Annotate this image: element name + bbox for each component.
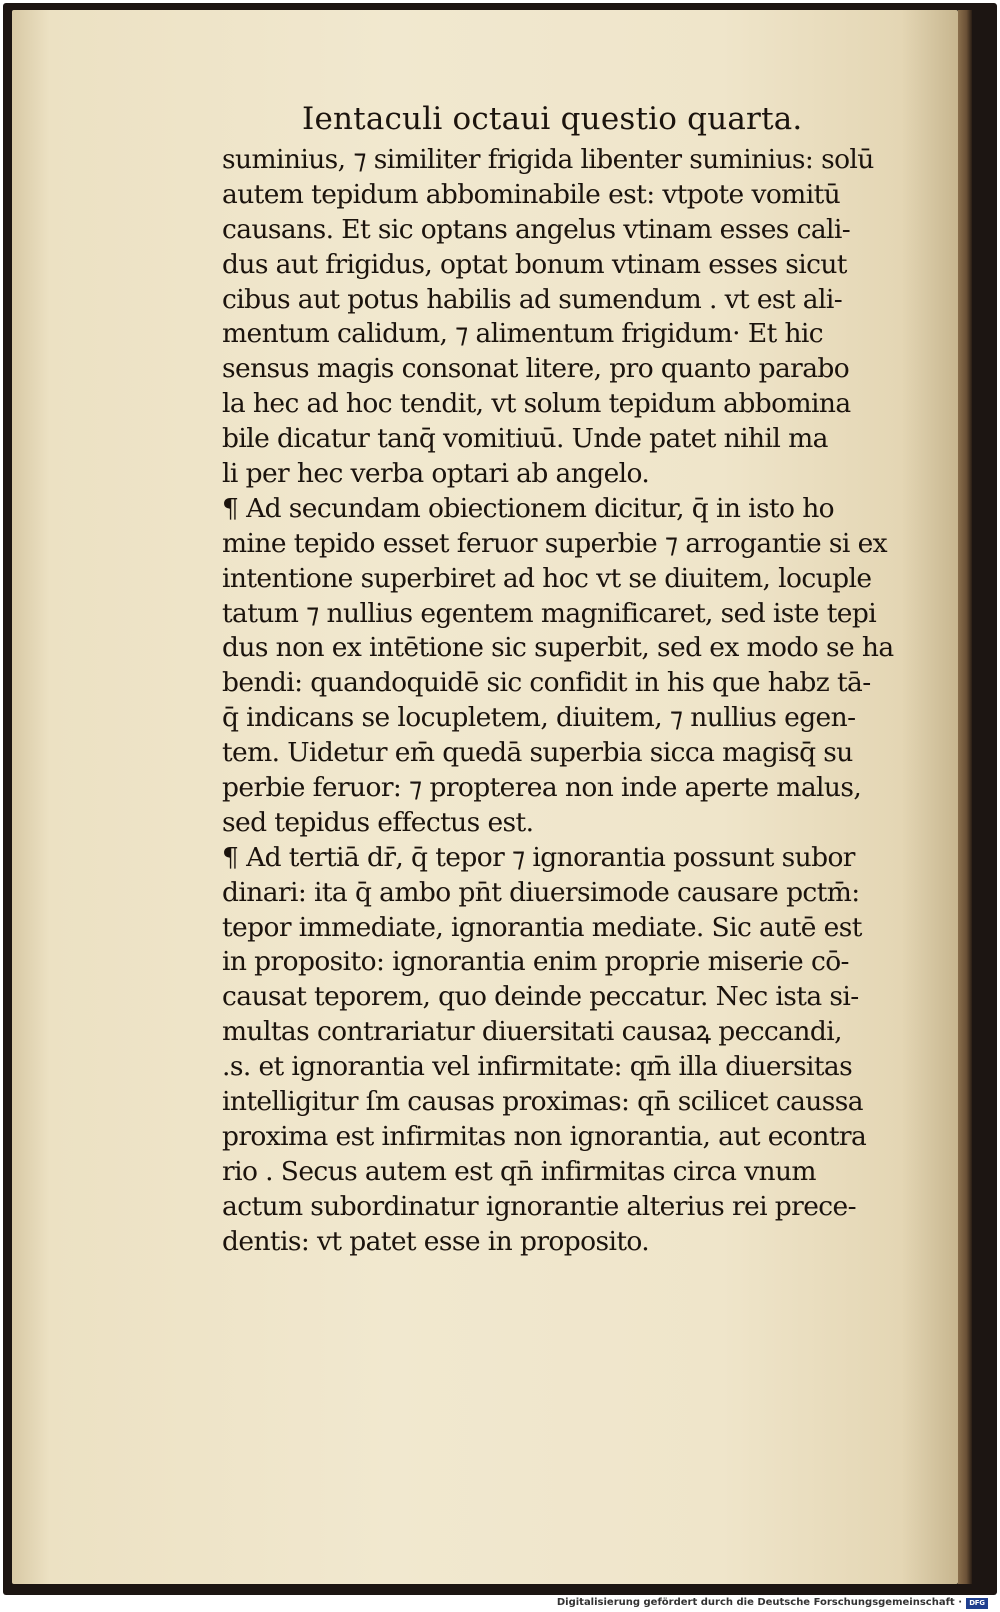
text-line: dus aut frigidus, optat bonum vtinam esses sicut (222, 248, 847, 280)
text-line: multas contrariatur diuersitati causaꝝ peccandi, (222, 1016, 842, 1048)
text-line: sensus magis consonat litere, pro quanto parabo (222, 353, 850, 385)
page-heading: Ientaculi octaui questio quarta. (302, 101, 803, 137)
text-line: actum subordinatur ignorantie alterius rei prece- (222, 1190, 856, 1222)
text-line: tem. Uidetur em̄ quedā superbia sicca magisq̄ su (222, 737, 853, 769)
text-line: perbie feruor: ⁊ propterea non inde aperte malus, (222, 772, 862, 804)
text-line: ¶ Ad tertiā dr̄, q̄ tepor ⁊ ignorantia possunt subor (222, 841, 855, 873)
text-line: sed tepidus effectus est. (222, 806, 534, 838)
text-line: la hec ad hoc tendit, vt solum tepidum abbomina (222, 388, 851, 420)
text-line: ¶ Ad secundam obiectionem dicitur, q̄ in isto ho (222, 492, 835, 524)
text-line: intentione superbiret ad hoc vt se diuitem, locuple (222, 562, 872, 594)
text-line: autem tepidum abbominabile est: vtpote vomitū (222, 178, 841, 210)
text-line: li per hec verba optari ab angelo. (222, 458, 650, 490)
text-line: in proposito: ignorantia enim proprie miserie cō- (222, 946, 849, 978)
text-lines (222, 143, 922, 1260)
text-line: tatum ⁊ nullius egentem magnificaret, sed iste tepi (222, 597, 877, 629)
text-line: bile dicatur tanq̄ vomitiuū. Unde patet nihil ma (222, 423, 828, 455)
text-line: .s. et ignorantia vel infirmitate: qm̄ illa diuersitas (222, 1051, 853, 1083)
text-line: bendi: quandoquidē sic confidit in his que habz tā- (222, 667, 871, 699)
text-line: proxima est infirmitas non ignorantia, aut econtra (222, 1120, 867, 1152)
text-line: rio . Secus autem est qn̄ infirmitas circa vnum (222, 1155, 816, 1187)
text-line: dinari: ita q̄ ambo pn̄t diuersimode causare pctm̄: (222, 876, 860, 908)
text-line: dus non ex intētione sic superbit, sed ex modo se ha (222, 632, 894, 664)
text-line: q̄ indicans se locupletem, diuitem, ⁊ nullius egen- (222, 702, 856, 734)
footer (557, 1596, 988, 1610)
page-edge (958, 10, 972, 1584)
text-line: tepor immediate, ignorantia mediate. Sic autē est (222, 911, 862, 943)
text-line: cibus aut potus habilis ad sumendum . vt est ali- (222, 283, 843, 315)
dfg-logo-icon: DFG (966, 1598, 988, 1609)
text-line: causat teporem, quo deinde peccatur. Nec ista si- (222, 981, 859, 1013)
text-block (222, 95, 922, 1260)
text-line: intelligitur ſm causas proximas: qn̄ scilicet caussa (222, 1086, 863, 1118)
text-line: mine tepido esset feruor superbie ⁊ arrogantie si ex (222, 527, 887, 559)
text-line: dentis: vt patet esse in proposito. (222, 1225, 650, 1257)
footer-credit: Digitalisierung gefördert durch die Deutsche Forschungsgemeinschaft · (556, 1597, 962, 1608)
text-line: suminius, ⁊ similiter frigida libenter suminius: solū (222, 144, 874, 175)
text-line: causans. Et sic optans angelus vtinam esses cali- (222, 213, 851, 245)
text-line: mentum calidum, ⁊ alimentum frigidum· Et hic (222, 318, 824, 350)
